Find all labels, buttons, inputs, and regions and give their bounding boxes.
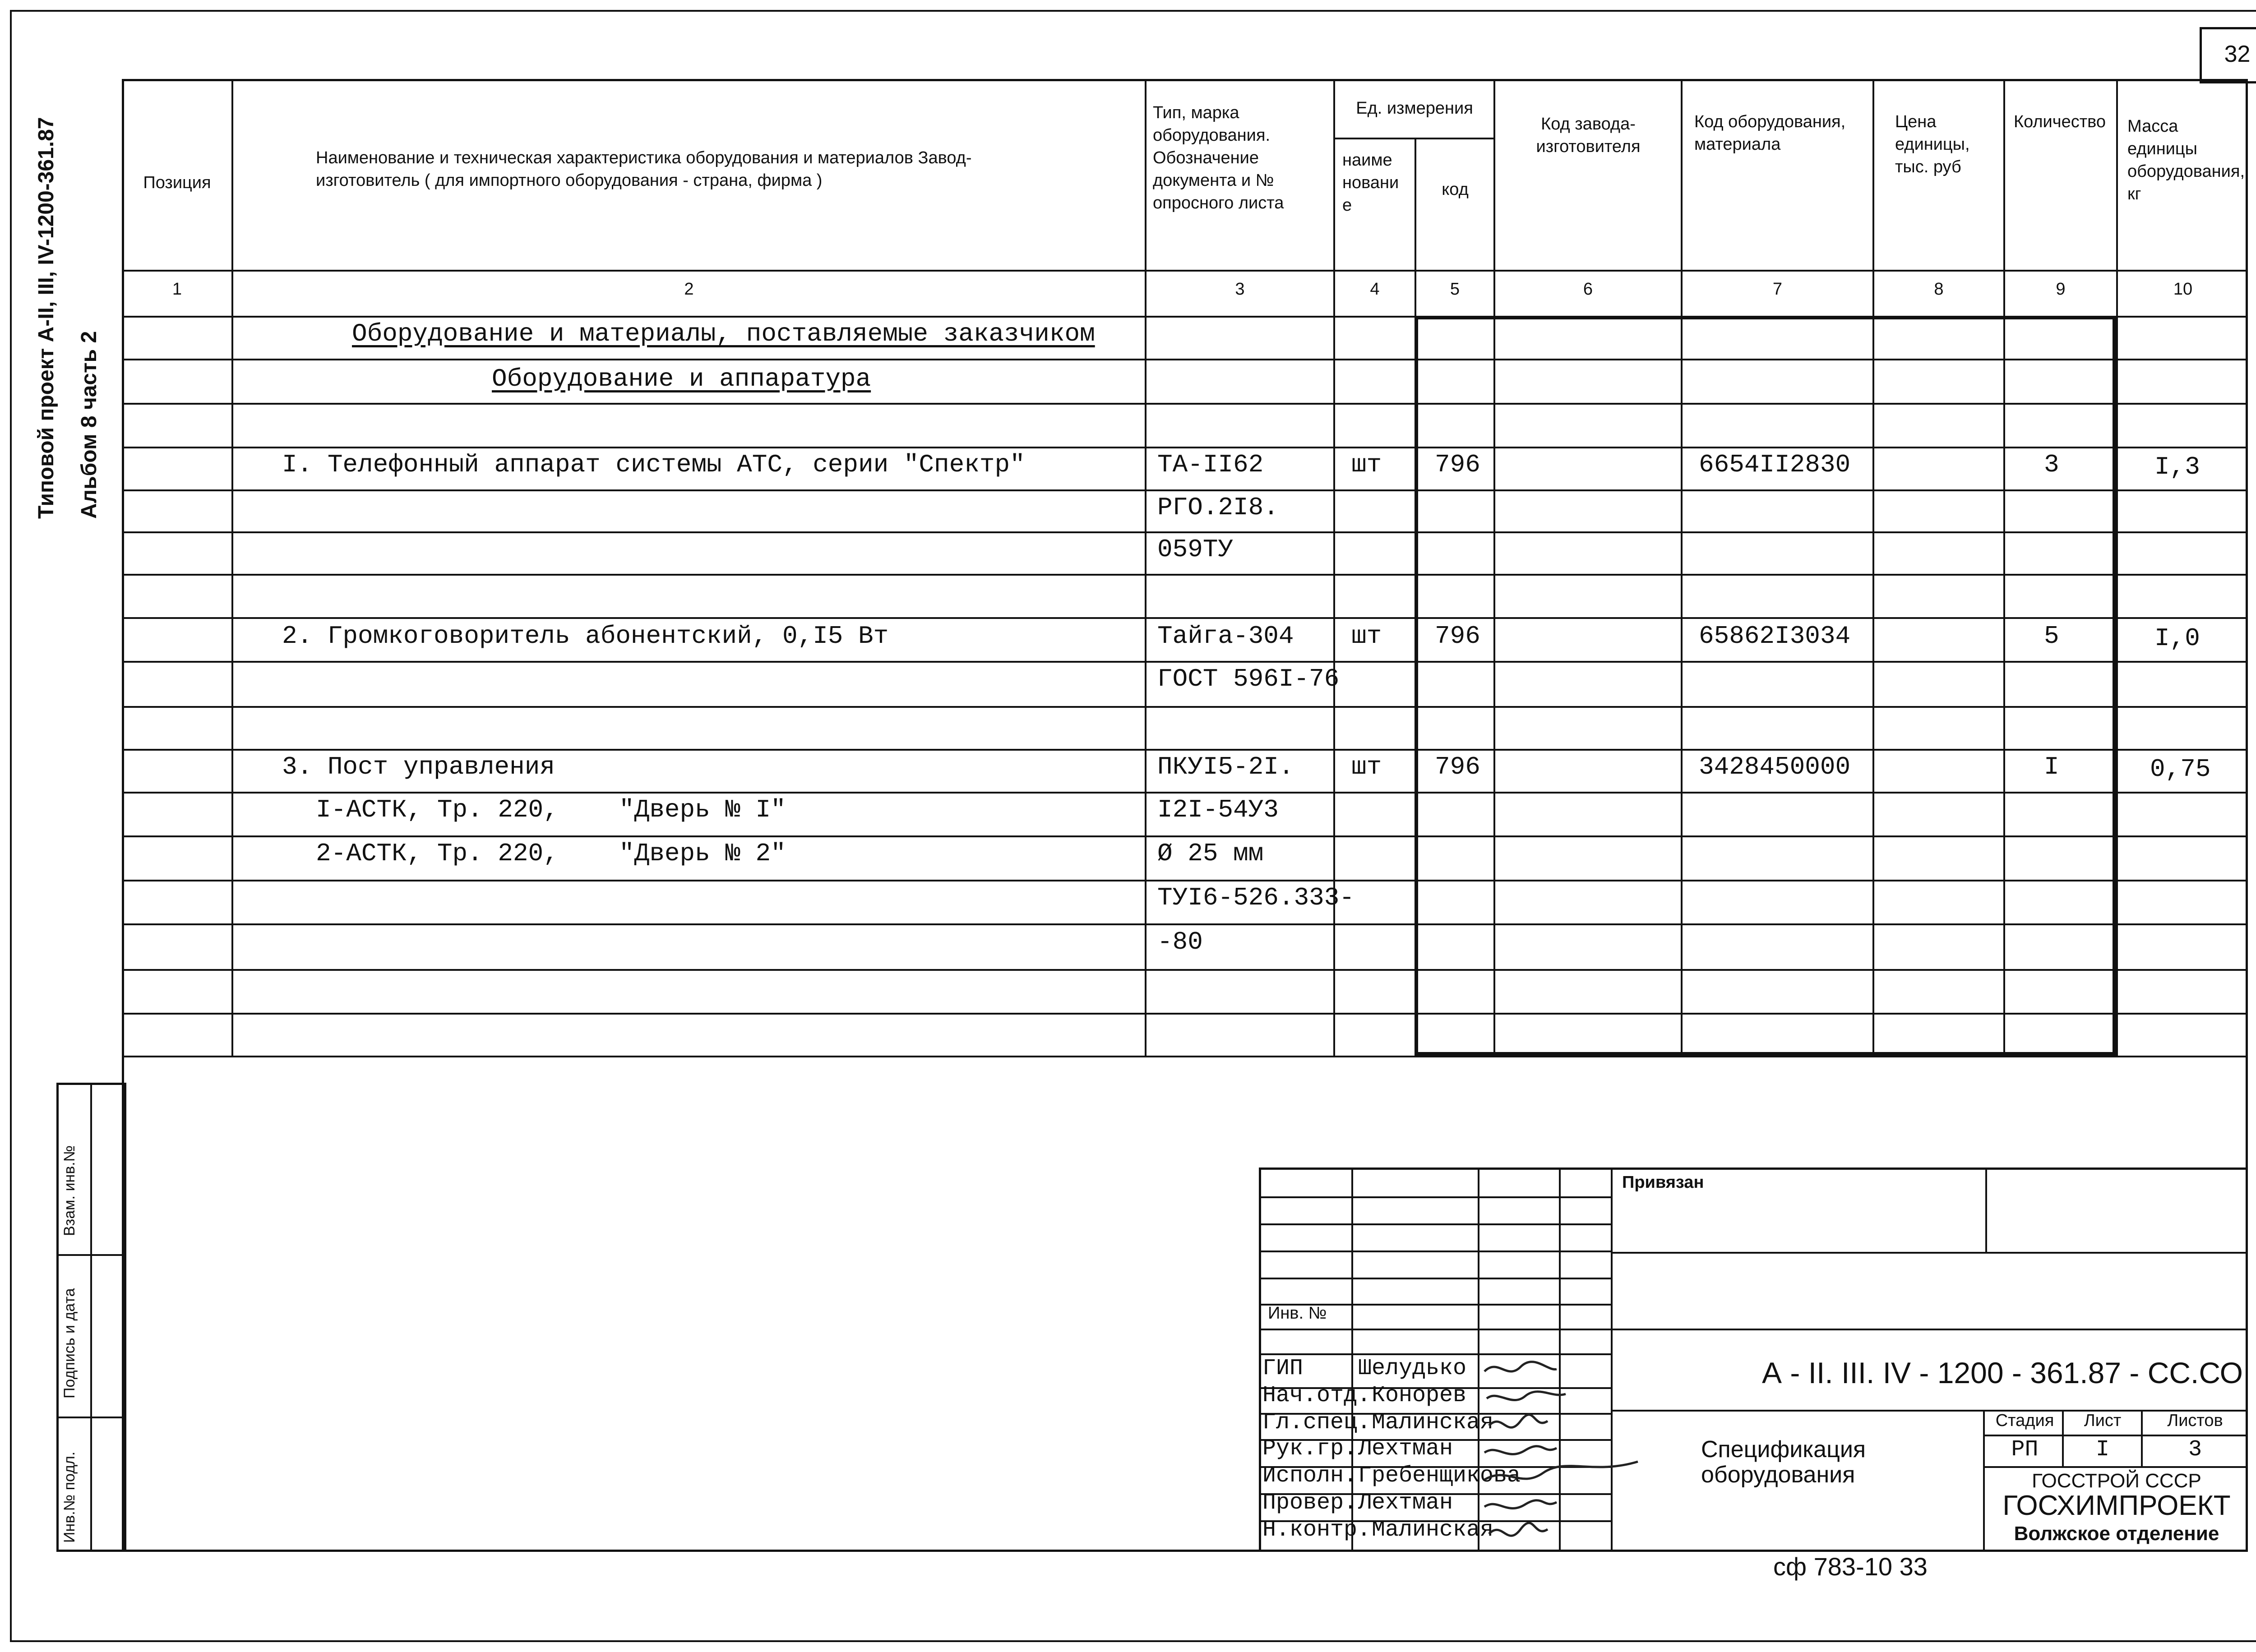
name-n-kontr: Малинская <box>1372 1517 1494 1543</box>
col-header-unit: Ед. измерения <box>1356 99 1473 118</box>
org-goskhimproekt: ГОСХИМПРОЕКТ <box>2002 1490 2231 1521</box>
col-number: 5 <box>1450 280 1460 299</box>
role-ispoln: Исполн. <box>1262 1463 1358 1489</box>
col-header-position: Позиция <box>143 173 211 192</box>
item-2-equipment-code: 65862I3034 <box>1699 622 1851 651</box>
role-gip: ГИП <box>1262 1356 1304 1381</box>
name-gip: Шелудько <box>1358 1356 1467 1381</box>
item-3-quantity: I <box>2044 752 2059 781</box>
item-3-name: 3. Пост управления <box>282 752 555 781</box>
stage-value: РП <box>2011 1437 2039 1463</box>
col-header-mass: Масса единицы оборудования, кг <box>2127 117 2245 203</box>
col-number: 6 <box>1583 280 1593 299</box>
org-gosstroy: ГОССТРОЙ СССР <box>2032 1470 2201 1492</box>
item-1-unit: шт <box>1351 450 1382 479</box>
item-2-code: 796 <box>1435 622 1480 651</box>
item-1-equipment-code: 6654II2830 <box>1699 450 1851 479</box>
name-ruk-gr: Лехтман <box>1358 1436 1453 1462</box>
col-header-price: Цена единицы, тыс. руб <box>1895 112 1970 176</box>
bold-box <box>1415 316 2116 1056</box>
document-title: Спецификация оборудования <box>1701 1436 1866 1488</box>
item-3-unit: шт <box>1351 752 1382 781</box>
item-3-diameter: Ø 25 мм <box>1157 839 1264 868</box>
col-header-equipment-code: Код оборудования, материала <box>1694 112 1846 154</box>
item-3-doc: I2I-54У3 <box>1157 795 1279 824</box>
sheet-label: Лист <box>2084 1411 2122 1430</box>
col-number: 2 <box>684 280 694 299</box>
privyazan-label: Привязан <box>1622 1173 1704 1192</box>
role-prover: Провер. <box>1262 1490 1358 1516</box>
item-2-mass: I,0 <box>2154 624 2200 653</box>
stage-label: Стадия <box>1995 1411 2054 1430</box>
sheets-value: 3 <box>2188 1437 2202 1463</box>
item-1-name: I. Телефонный аппарат системы АТС, серии "Спектр" <box>282 450 1025 479</box>
sheets-label: Листов <box>2167 1411 2223 1430</box>
item-3-equipment-code: 3428450000 <box>1699 752 1851 781</box>
col-number: 1 <box>172 280 182 299</box>
item-2-unit: шт <box>1351 622 1382 651</box>
item-3-spec: ТУI6-526.333- <box>1157 883 1355 912</box>
signature-marks <box>1480 1353 1651 1552</box>
col-header-unit-name: наименование <box>1342 151 1399 215</box>
col-header-quantity: Количество <box>2013 112 2106 131</box>
role-gl-spec: Гл.спец. <box>1262 1410 1371 1435</box>
col-header-type: Тип, марка оборудования. Обозначение документа и № опросного листа <box>1153 103 1284 212</box>
section-title-equipment: Оборудование и аппаратура <box>492 365 871 393</box>
role-nach-otd: Нач.отд. <box>1262 1383 1371 1408</box>
col-number: 9 <box>2056 280 2066 299</box>
name-prover: Лехтман <box>1358 1490 1453 1516</box>
col-header-name: Наименование и техническая характеристика оборудования и материалов Завод-изготовитель ( для импортного оборудования - страна, фирма ) <box>316 148 972 190</box>
footer-note: сф 783-10 33 <box>1773 1552 1928 1581</box>
inv-podl-label: Инв.№ подл. <box>61 1451 78 1543</box>
document-code: А - II. III. IV - 1200 - 361.87 - СС.СО <box>1762 1356 2243 1389</box>
podpis-data-label: Подпись и дата <box>61 1288 78 1398</box>
item-3-mass: 0,75 <box>2150 755 2211 784</box>
item-1-code: 796 <box>1435 450 1480 479</box>
item-2-quantity: 5 <box>2044 622 2059 651</box>
item-3-type: ПКУI5-2I. <box>1157 752 1294 781</box>
item-1-doc: РГО.2I8. <box>1157 493 1279 522</box>
item-1-mass: I,3 <box>2154 452 2200 481</box>
vzam-inv-label: Взам. инв.№ <box>61 1145 78 1236</box>
item-1-quantity: 3 <box>2044 450 2059 479</box>
inv-no-label: Инв. № <box>1268 1304 1327 1323</box>
item-1-type: ТА-II62 <box>1157 450 1264 479</box>
name-nach-otd: Конорев <box>1372 1383 1467 1408</box>
name-gl-spec: Малинская <box>1372 1410 1494 1435</box>
item-1-doc2: 059ТУ <box>1157 535 1234 564</box>
role-ruk-gr: Рук.гр. <box>1262 1436 1358 1462</box>
item-3-sub-2: 2-АСТК, Тр. 220, "Дверь № 2" <box>316 839 786 868</box>
side-project-label: Типовой проект A-II, III, IV-1200-361.87 <box>34 117 58 519</box>
col-header-factory-code: Код завода-изготовителя <box>1536 115 1641 156</box>
side-album-label: Альбом 8 часть 2 <box>77 331 101 519</box>
col-number: 4 <box>1370 280 1380 299</box>
col-header-unit-code: код <box>1442 180 1469 199</box>
item-2-doc: ГОСТ 596I-76 <box>1157 664 1340 693</box>
name-ispoln: Гребенщикова <box>1358 1463 1521 1489</box>
org-volzhskoe: Волжское отделение <box>2014 1523 2219 1545</box>
item-2-name: 2. Громкоговоритель абонентский, 0,I5 Вт <box>282 622 889 651</box>
col-number: 7 <box>1772 280 1783 299</box>
item-2-type: Тайга-304 <box>1157 622 1294 651</box>
col-number: 3 <box>1235 280 1245 299</box>
item-3-sub-1: I-АСТК, Тр. 220, "Дверь № I" <box>316 795 786 824</box>
col-number: 8 <box>1934 280 1944 299</box>
sheet-value: I <box>2095 1437 2109 1463</box>
role-n-kontr: Н.контр. <box>1262 1517 1371 1543</box>
item-3-code: 796 <box>1435 752 1480 781</box>
sheet-number: 32 <box>2224 41 2251 67</box>
col-number: 10 <box>2173 280 2193 299</box>
section-title-supplied: Оборудование и материалы, поставляемые заказчиком <box>352 319 1095 348</box>
item-3-spec2: -80 <box>1157 928 1203 956</box>
